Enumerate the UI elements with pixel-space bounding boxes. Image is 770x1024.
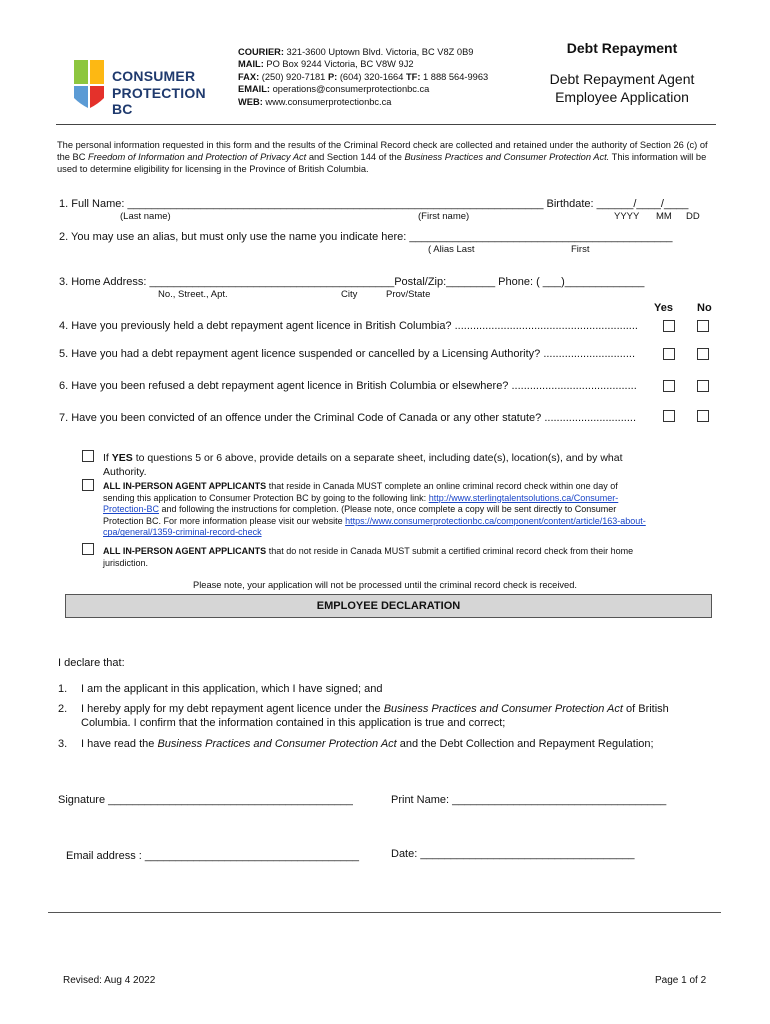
q4-yes-checkbox[interactable] (663, 320, 675, 332)
q7-no-checkbox[interactable] (697, 410, 709, 422)
alias-field[interactable]: 2. You may use an alias, but must only use the name you indicate here: ___________________________________________ (59, 231, 673, 243)
form-title-block (532, 40, 712, 106)
header-divider (56, 124, 716, 125)
privacy-text-2: and Section 144 of the (306, 152, 405, 163)
birthdate-yyyy-caption: YYYY (614, 211, 640, 222)
in-canada-text-a: that reside in Canada MUST complete an online criminal record check within one day of (266, 481, 618, 491)
in-canada-text-b: sending this application to Consumer Protection BC by going to the following link: (103, 492, 429, 503)
details-note (103, 452, 703, 479)
in-canada-note (103, 481, 715, 539)
form-subtitle-line1: Debt Repayment Agent (549, 71, 695, 87)
q4-no-checkbox[interactable] (697, 320, 709, 332)
outside-canada-text-b: jurisdiction. (103, 557, 149, 568)
phone-label: P: (327, 71, 338, 82)
mail-address: PO Box 9244 Victoria, BC V8W 9J2 (263, 59, 414, 70)
email-address-field[interactable]: Email address : ___________________________________ (66, 850, 359, 862)
page-number: Page 1 of 2 (655, 975, 707, 986)
cpbc-link-part1[interactable]: https://www.consumerprotectionbc.ca/component/content/article/163-about- (345, 515, 646, 526)
declaration-item-2-line2: Columbia. I confirm that the information contained in this application is true and correct; (81, 717, 506, 729)
mail-label: MAIL: (238, 59, 264, 70)
print-name-field[interactable]: Print Name: ___________________________________ (391, 794, 667, 806)
signature-field[interactable]: Signature ________________________________________ (58, 794, 353, 806)
logo-text-line1: CONSUMER (112, 68, 196, 84)
web-address[interactable]: www.consumerprotectionbc.ca (262, 96, 392, 107)
footer-divider (48, 912, 721, 913)
details-note-yes: YES (111, 452, 133, 464)
phone-number: (604) 320-1664 (337, 71, 406, 82)
declaration-item-1: I am the applicant in this application, which I have signed; and (81, 683, 383, 695)
in-canada-heading: ALL IN-PERSON AGENT APPLICANTS (103, 481, 267, 491)
yes-column-header: Yes (654, 302, 673, 314)
declaration-item-2-text-b: of British (622, 703, 669, 715)
question-4: 4. Have you previously held a debt repayment agent licence in British Columbia? ............................................................ (59, 320, 638, 332)
details-note-pre: If (103, 452, 112, 464)
courier-label: COURIER: (238, 47, 284, 57)
email-address[interactable]: operations@consumerprotectionbc.ca (270, 84, 430, 95)
birthdate-dd-caption: DD (686, 211, 700, 222)
declaration-item-3 (81, 737, 711, 751)
processing-notice: Please note, your application will not be processed until the criminal record check is received. (193, 580, 577, 590)
question-7: 7. Have you been convicted of an offence under the Criminal Code of Canada or any other statute? .............................. (59, 412, 637, 424)
street-caption: No., Street., Apt. (158, 289, 228, 300)
prov-state-caption: Prov/State (386, 289, 431, 300)
web-label: WEB: (238, 96, 263, 107)
tollfree-label: TF: (405, 71, 421, 82)
fax-label: FAX: (238, 71, 260, 82)
q5-yes-checkbox[interactable] (663, 348, 675, 360)
privacy-text-3: This information will be used to determine eligibility for licensing in the Province of British Columbia. (57, 152, 707, 175)
form-title: Debt Repayment (566, 40, 678, 56)
tollfree-number: 1 888 564-9963 (420, 71, 489, 82)
no-column-header: No (697, 302, 712, 314)
revised-date: Revised: Aug 4 2022 (63, 975, 156, 986)
outside-canada-checkbox[interactable] (82, 543, 94, 555)
privacy-notice (57, 139, 717, 176)
form-subtitle (532, 70, 712, 106)
city-caption: City (341, 289, 358, 300)
contact-block (238, 46, 488, 108)
declaration-item-3-number: 3. (58, 738, 68, 750)
privacy-text-1: The personal information requested in this form and the results of the Criminal Record check are collected and retained under the authority of Section 26 (c) of the BC (57, 140, 708, 163)
privacy-act-bpcpa: Business Practices and Consumer Protection Act. (404, 152, 610, 163)
alias-first-caption: First (571, 244, 590, 255)
form-subtitle-line2: Employee Application (555, 89, 689, 105)
q6-yes-checkbox[interactable] (663, 380, 675, 392)
declaration-item-1-number: 1. (58, 683, 68, 695)
logo-shield-icon (72, 58, 106, 110)
declaration-item-2-act: Business Practices and Consumer Protection Act (383, 703, 623, 715)
cpbc-link-part2[interactable]: cpa/general/1359-criminal-record-check (103, 527, 262, 538)
q6-no-checkbox[interactable] (697, 380, 709, 392)
in-canada-checkbox[interactable] (82, 479, 94, 491)
declaration-item-2 (81, 702, 711, 730)
logo-text-line2: PROTECTION BC (112, 85, 206, 117)
declaration-intro: I declare that: (58, 657, 125, 669)
declaration-item-3-act: Business Practices and Consumer Protection Act (157, 738, 397, 750)
full-name-field[interactable]: 1. Full Name: ____________________________________________________________________ Birthdate: ______/____/____ (59, 198, 689, 210)
fax-number: (250) 920-7181 (259, 71, 328, 82)
details-attached-checkbox[interactable] (82, 450, 94, 462)
first-name-caption: (First name) (418, 211, 470, 222)
in-canada-text-d: Protection BC. For more information please visit our website (103, 515, 346, 526)
consumer-protection-bc-logo (72, 58, 212, 117)
sterling-link-part1[interactable]: http://www.sterlingtalentsolutions.ca/Consumer- (428, 492, 619, 503)
alias-last-caption: ( Alias Last (428, 244, 475, 255)
email-label: EMAIL: (238, 84, 271, 95)
birthdate-mm-caption: MM (656, 211, 672, 222)
details-note-text: to questions 5 or 6 above, provide details on a separate sheet, including date(s), location(s), and by what (132, 452, 623, 464)
last-name-caption: (Last name) (120, 211, 171, 222)
question-6: 6. Have you been refused a debt repayment agent licence in British Columbia or elsewhere? ......................................... (59, 380, 637, 392)
outside-canada-note (103, 546, 715, 569)
outside-canada-heading: ALL IN-PERSON AGENT APPLICANTS (103, 546, 267, 556)
declaration-heading: EMPLOYEE DECLARATION (65, 594, 712, 618)
declaration-item-2-number: 2. (58, 703, 68, 715)
sterling-link-part2[interactable]: Protection-BC (103, 504, 160, 515)
question-5: 5. Have you had a debt repayment agent licence suspended or cancelled by a Licensing Authority? .............................. (59, 348, 636, 360)
declaration-item-3-text-a: I have read the (81, 738, 158, 750)
q7-yes-checkbox[interactable] (663, 410, 675, 422)
declaration-item-3-text-b: and the Debt Collection and Repayment Regulation; (396, 738, 654, 750)
home-address-field[interactable]: 3. Home Address: ________________________________________Postal/Zip:________ Phone: ( ___)_____________ (59, 276, 645, 288)
q5-no-checkbox[interactable] (697, 348, 709, 360)
declaration-item-2-text-a: I hereby apply for my debt repayment agent licence under the (81, 703, 384, 715)
outside-canada-text-a: that do not reside in Canada MUST submit a certified criminal record check from their home (266, 546, 634, 556)
date-field[interactable]: Date: ___________________________________ (391, 848, 635, 860)
details-note-line2: Authority. (103, 465, 147, 478)
privacy-act-foippa: Freedom of Information and Protection of Privacy Act (88, 152, 307, 163)
in-canada-text-c: and following the instructions for completion. (Please note, once complete a copy will be sent directly to Consumer (159, 504, 617, 515)
courier-address: 321-3600 Uptown Blvd. Victoria, BC V8Z 0B9 (283, 47, 474, 57)
